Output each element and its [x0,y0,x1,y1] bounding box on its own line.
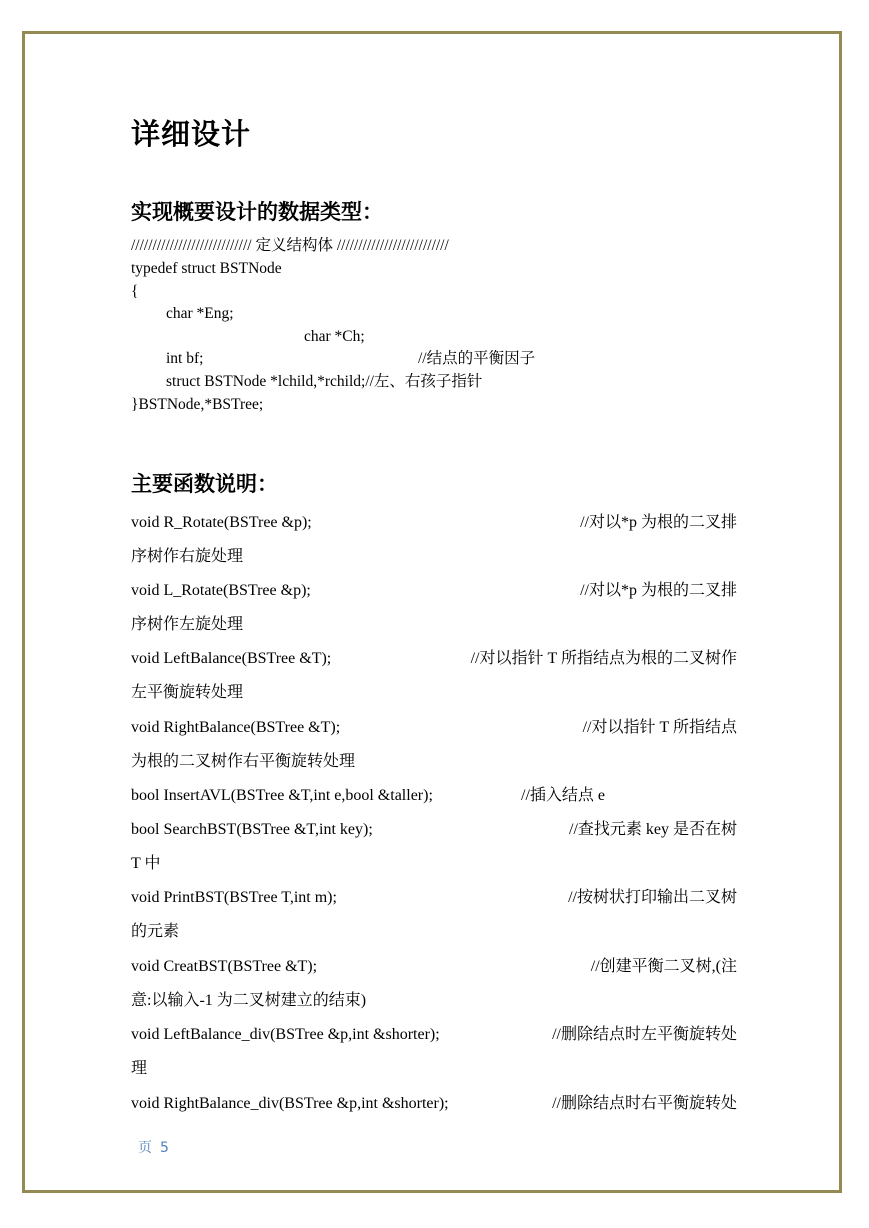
function-signature: void CreatBST(BSTree &T); [131,958,318,975]
section-heading-data-types: 实现概要设计的数据类型： [131,200,383,224]
function-comment: //按树状打印输出二叉树 [568,889,737,906]
function-comment: //删除结点时左平衡旋转处 [552,1026,737,1043]
function-signature: void RightBalance_div(BSTree &p,int &shorter); [131,1095,449,1112]
section-heading-functions: 主要函数说明： [131,472,278,496]
function-signature: void RightBalance(BSTree &T); [131,719,341,736]
function-line [131,1024,737,1046]
function-line [131,819,737,841]
function-comment-continuation: 为根的二叉树作右平衡旋转处理 [131,753,356,770]
function-line [131,580,737,602]
function-comment-continuation: 的元素 [131,923,180,940]
code-line: typedef struct BSTNode [131,260,282,277]
code-line: char *Eng; [166,305,234,322]
function-comment: //对以*p 为根的二叉排 [580,582,737,599]
function-line [131,512,737,534]
function-comment-continuation: T 中 [131,855,161,872]
code-line: char *Ch; [304,328,365,345]
function-comment-continuation: 序树作右旋处理 [131,548,244,565]
function-comment: //查找元素 key 是否在树 [569,821,737,838]
function-comment: //对以*p 为根的二叉排 [580,514,737,531]
function-comment-continuation: 左平衡旋转处理 [131,684,244,701]
function-signature: void PrintBST(BSTree T,int m); [131,889,337,906]
function-comment: //对以指针 T 所指结点为根的二叉树作 [470,650,737,667]
function-line [131,887,737,909]
function-signature: void LeftBalance_div(BSTree &p,int &shorter); [131,1026,440,1043]
code-comment-line: //////////////////////////// 定义结构体 ////////////////////////// [131,237,449,254]
function-signature: bool SearchBST(BSTree &T,int key); [131,821,373,838]
function-comment: //创建平衡二叉树,(注 [590,958,737,975]
function-comment-continuation: 理 [131,1060,148,1077]
function-signature: bool InsertAVL(BSTree &T,int e,bool &taller); [131,787,433,804]
code-comment: //结点的平衡因子 [418,350,536,367]
function-comment-continuation: 序树作左旋处理 [131,616,244,633]
page-label: 页 [138,1140,152,1156]
function-signature: void L_Rotate(BSTree &p); [131,582,311,599]
function-line [131,717,737,739]
code-line: struct BSTNode *lchild,*rchild;//左、右孩子指针 [166,373,483,390]
function-comment: //对以指针 T 所指结点 [582,719,737,736]
function-signature: void LeftBalance(BSTree &T); [131,650,332,667]
page-number: 5 [160,1140,169,1156]
function-comment: //插入结点 e [521,787,605,804]
code-line: { [131,283,139,300]
code-line: }BSTNode,*BSTree; [131,396,264,413]
function-line [131,956,737,978]
page-title: 详细设计 [131,117,252,151]
function-line [131,1093,737,1115]
function-comment-continuation: 意:以输入-1 为二叉树建立的结束) [131,992,367,1009]
function-line [131,648,737,670]
function-line [131,785,737,807]
page-footer [138,1137,177,1157]
code-line: int bf; [166,350,204,367]
function-comment: //删除结点时右平衡旋转处 [552,1095,737,1112]
function-signature: void R_Rotate(BSTree &p); [131,514,312,531]
